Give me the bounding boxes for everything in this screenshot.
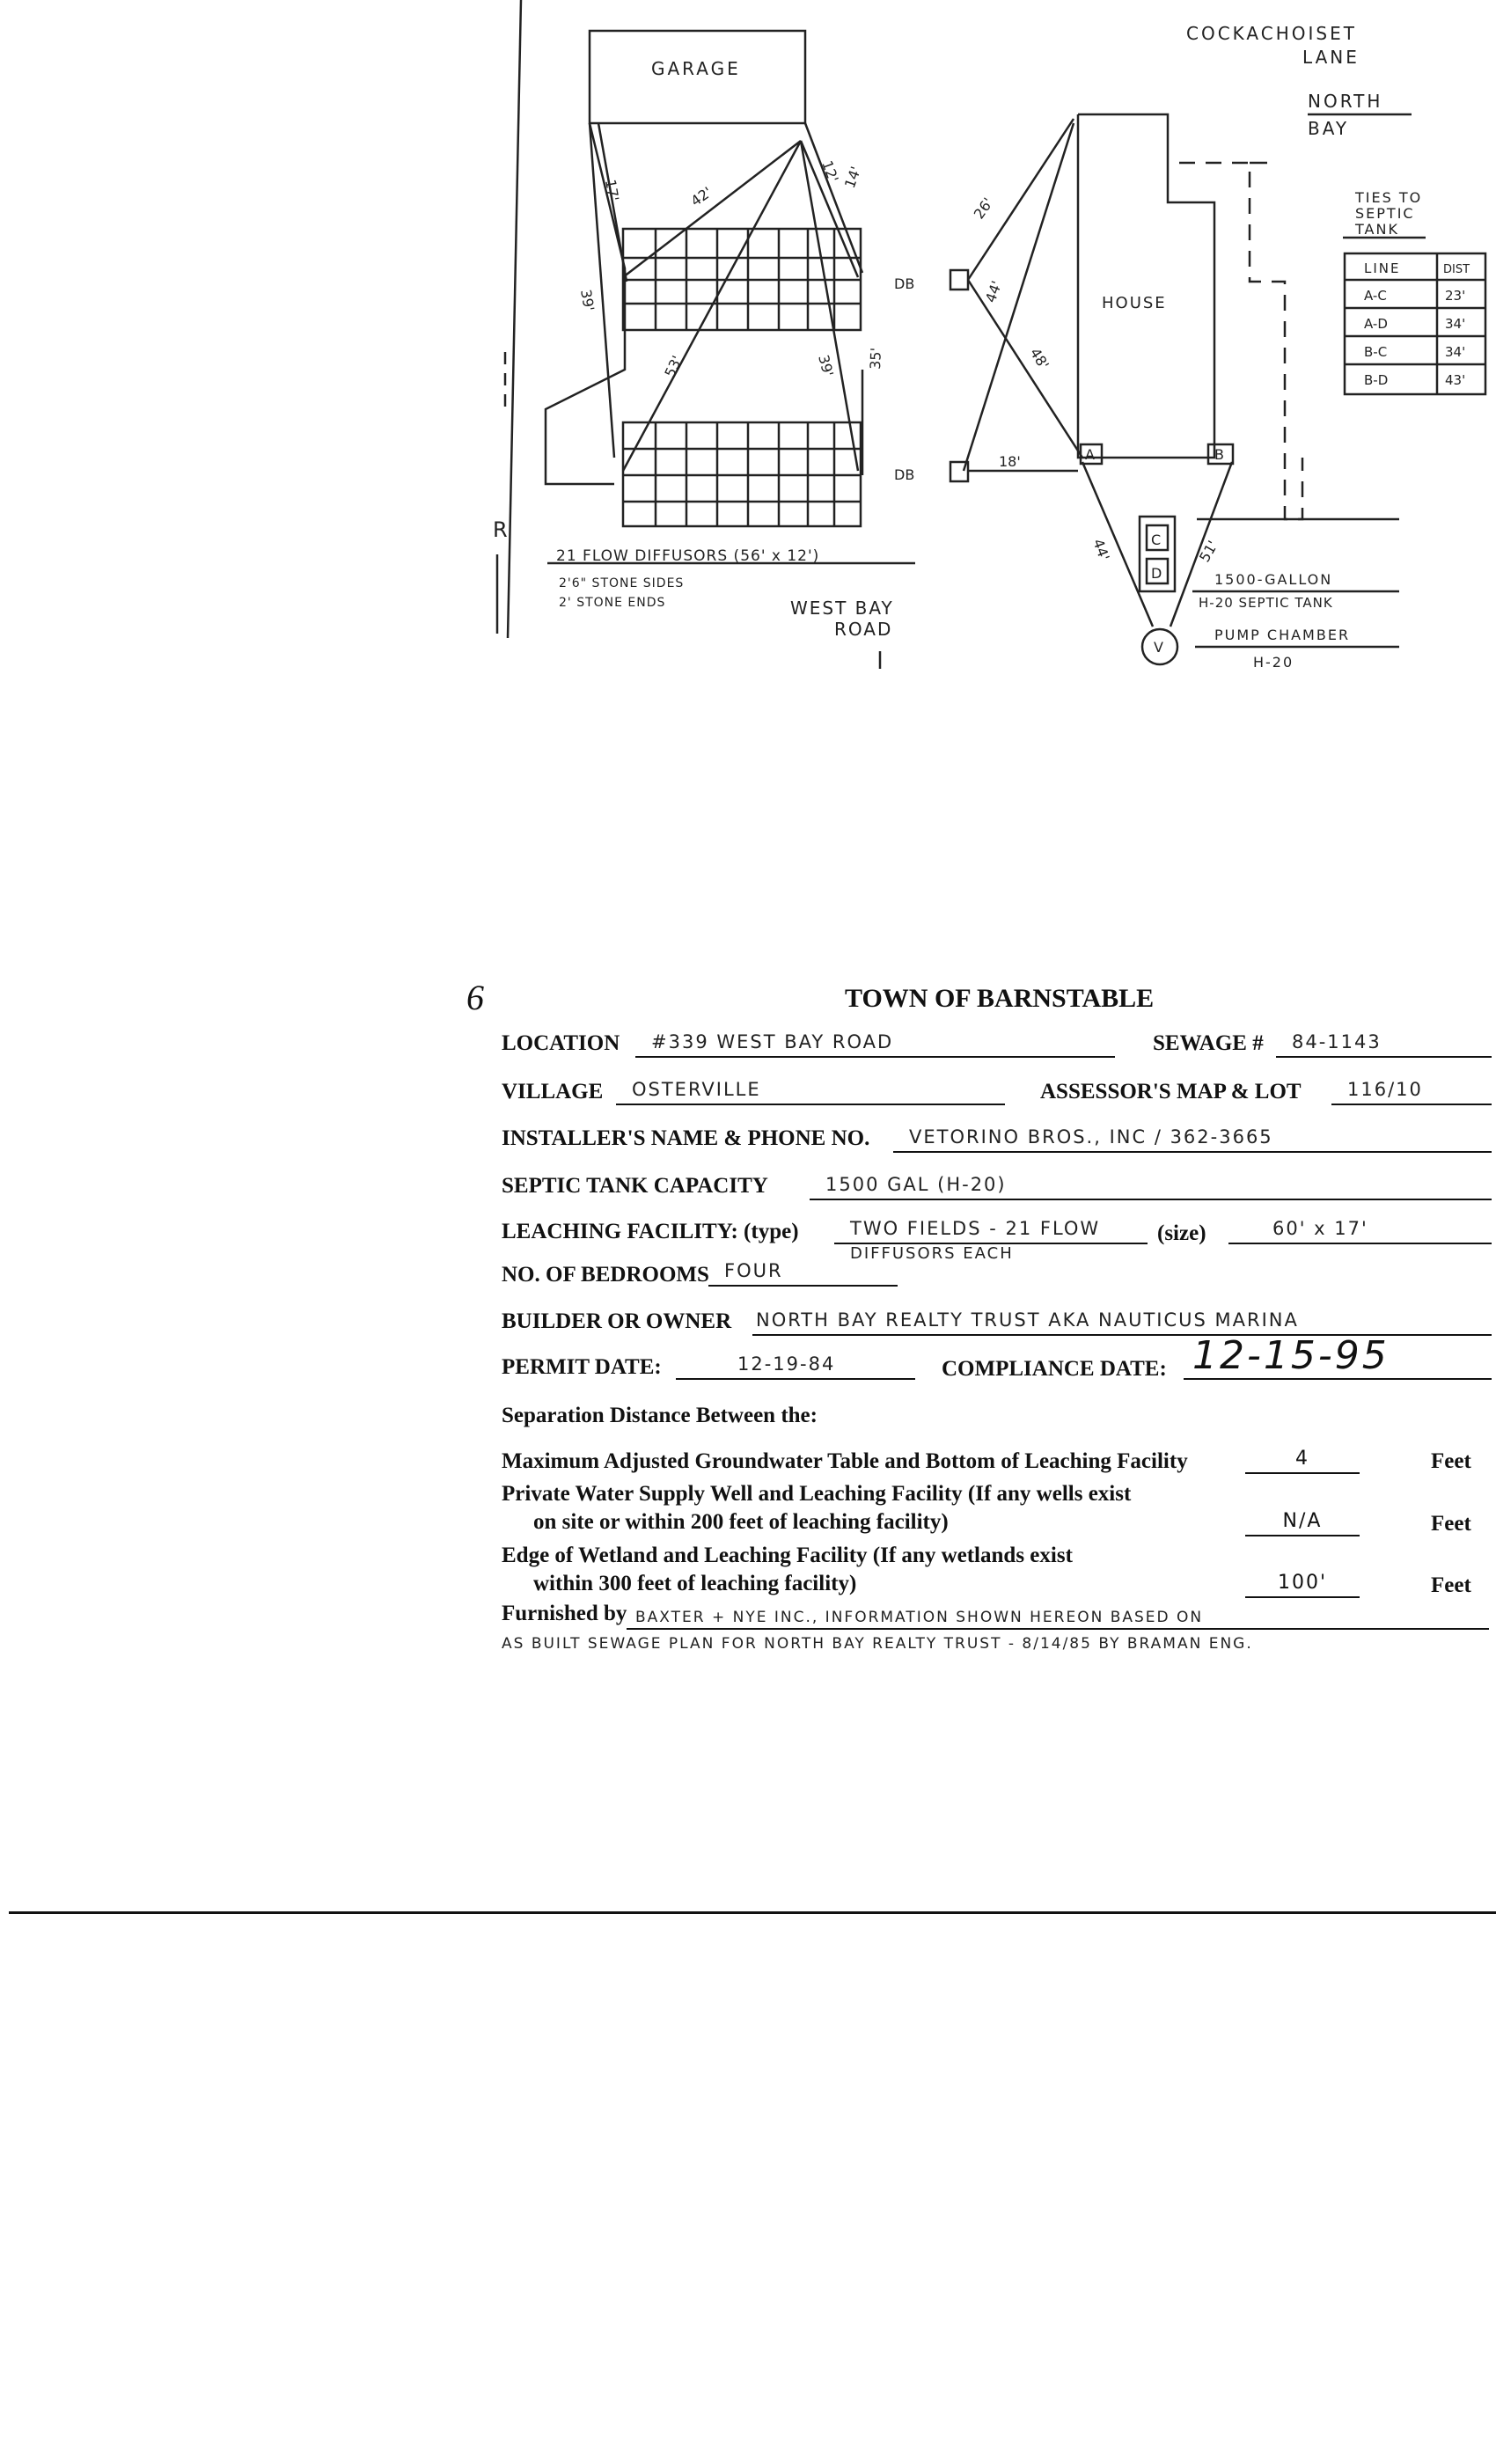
owner-field <box>752 1308 1492 1336</box>
ties-row-dist: 43' <box>1445 372 1466 388</box>
dim-label: 35' <box>867 347 884 370</box>
tank-label: SEPTIC TANK CAPACITY <box>502 1174 768 1198</box>
village-field <box>616 1077 1005 1105</box>
map-value: 116/10 <box>1347 1079 1423 1100</box>
size-label: (size) <box>1157 1221 1206 1245</box>
permit-field <box>676 1352 915 1380</box>
dim-label: 14' <box>840 164 865 191</box>
tank-note-line2: H-20 SEPTIC TANK <box>1199 595 1333 611</box>
installer-label: INSTALLER'S NAME & PHONE NO. <box>502 1126 870 1150</box>
dim-label: 44' <box>981 278 1006 305</box>
groundwater-value: 4 <box>1295 1448 1309 1470</box>
flow-note-line1: 21 FLOW DIFFUSORS (56' x 12') <box>556 547 820 565</box>
leaching-type-value: TWO FIELDS - 21 FLOW <box>850 1218 1101 1239</box>
leaching-field-lower <box>623 422 861 526</box>
leaching-type-value-2: DIFFUSORS EACH <box>850 1244 1014 1263</box>
wetland-value: 100' <box>1277 1572 1328 1594</box>
furnished-field <box>627 1603 1489 1630</box>
size-field <box>1228 1216 1492 1244</box>
ties-header-line: LINE <box>1364 260 1401 276</box>
house-deck-outline <box>1179 163 1302 519</box>
size-value: 60' x 17' <box>1272 1218 1368 1239</box>
wetland-label: Edge of Wetland and Leaching Facility (If any wetlands exist within 300 feet of leaching facility) <box>502 1544 1073 1595</box>
ties-row-line: B-C <box>1364 344 1388 360</box>
leaching-label: LEACHING FACILITY: (type) <box>502 1220 799 1243</box>
feet-label: Feet <box>1431 1449 1471 1473</box>
house-label: HOUSE <box>1102 294 1167 312</box>
map-label: ASSESSOR'S MAP & LOT <box>1040 1080 1302 1104</box>
well-value: N/A <box>1282 1510 1323 1532</box>
form-title: TOWN OF BARNSTABLE <box>845 984 1155 1013</box>
ties-title-3: TANK <box>1355 221 1399 238</box>
dim-label: 48' <box>1026 345 1052 373</box>
dim-label: 39' <box>815 353 837 378</box>
corner-mark: 6 <box>466 978 484 1017</box>
installer-value: VETORINO BROS., INC / 362-3665 <box>909 1126 1273 1148</box>
dim-label: 53' <box>661 353 686 380</box>
compliance-field <box>1184 1333 1492 1380</box>
village-label: VILLAGE <box>502 1080 604 1104</box>
dim-label: 39' <box>577 288 598 313</box>
ties-row-line: B-D <box>1364 372 1389 388</box>
dim-label: 26' <box>970 194 997 223</box>
tank-field <box>810 1172 1492 1200</box>
bedrooms-value: FOUR <box>724 1260 783 1281</box>
dim-label: 44' <box>1089 536 1113 563</box>
corner-a-label: A <box>1085 446 1095 463</box>
compliance-value: 12-15-95 <box>1192 1333 1390 1378</box>
tank-value: 1500 GAL (H-20) <box>825 1174 1007 1195</box>
pump-v-label: V <box>1154 639 1163 656</box>
leaching-type-field <box>834 1216 1148 1244</box>
separation-title: Separation Distance Between the: <box>502 1404 818 1427</box>
ties-header-dist: DIST <box>1443 263 1470 276</box>
db-lower-label: DB <box>894 466 915 483</box>
bedrooms-label: NO. OF BEDROOMS <box>502 1263 709 1287</box>
map-field <box>1331 1077 1492 1105</box>
feet-label: Feet <box>1431 1573 1471 1597</box>
location-label: LOCATION <box>502 1031 620 1055</box>
property-line <box>508 0 521 638</box>
ties-title-1: TIES TO <box>1355 189 1423 206</box>
feet-label: Feet <box>1431 1512 1471 1536</box>
furnished-value-2: AS BUILT SEWAGE PLAN FOR NORTH BAY REALTY TRUST - 8/14/85 BY BRAMAN ENG. <box>502 1635 1253 1653</box>
page-divider <box>9 1911 1496 1914</box>
furnished-label: Furnished by <box>502 1602 627 1625</box>
house-outline <box>1078 114 1214 458</box>
owner-label: BUILDER OR OWNER <box>502 1309 732 1333</box>
well-field <box>1245 1510 1360 1536</box>
dim-label: 17' <box>602 178 623 203</box>
groundwater-field <box>1245 1448 1360 1474</box>
db-upper-label: DB <box>894 275 915 292</box>
tank-d-label: D <box>1151 565 1162 582</box>
ties-row-dist: 23' <box>1445 288 1466 304</box>
street-lane: LANE <box>1302 47 1360 68</box>
sewage-value: 84-1143 <box>1292 1031 1382 1052</box>
wetland-field <box>1245 1572 1360 1598</box>
ties-title-2: SEPTIC <box>1355 205 1415 222</box>
leaching-field-upper <box>623 229 861 330</box>
furnished-value: BAXTER + NYE INC., INFORMATION SHOWN HEREON BASED ON <box>635 1609 1204 1626</box>
dim-label: 51' <box>1196 538 1221 565</box>
road-label-line2: ROAD <box>834 619 893 640</box>
dim-label: 12' <box>818 158 842 185</box>
ties-row-line: A-C <box>1364 288 1387 304</box>
distribution-box-upper <box>950 270 968 290</box>
sewage-field <box>1276 1030 1492 1058</box>
garage-label: GARAGE <box>651 58 741 79</box>
permit-label: PERMIT DATE: <box>502 1355 662 1379</box>
installer-field <box>893 1125 1492 1153</box>
village-value: OSTERVILLE <box>632 1079 761 1100</box>
location-field <box>635 1030 1115 1058</box>
compliance-label: COMPLIANCE DATE: <box>942 1357 1167 1381</box>
septic-site-sketch <box>0 0 1496 880</box>
tank-note-line1: 1500-GALLON <box>1214 571 1333 588</box>
ties-row-dist: 34' <box>1445 316 1466 332</box>
owner-value: NORTH BAY REALTY TRUST AKA NAUTICUS MARINA <box>756 1309 1299 1331</box>
location-value: #339 WEST BAY ROAD <box>651 1031 894 1052</box>
ties-row-line: A-D <box>1364 316 1388 332</box>
street-bay: BAY <box>1308 118 1350 139</box>
pump-note-line1: PUMP CHAMBER <box>1214 627 1351 643</box>
sewage-label: SEWAGE # <box>1153 1031 1264 1055</box>
pump-note-line2: H-20 <box>1253 654 1294 671</box>
groundwater-label: Maximum Adjusted Groundwater Table and Bottom of Leaching Facility <box>502 1449 1188 1473</box>
dim-label: 18' <box>999 453 1021 470</box>
bedrooms-field <box>708 1258 898 1287</box>
permit-value: 12-19-84 <box>737 1353 836 1375</box>
street-cockachoiset: COCKACHOISET <box>1186 23 1357 44</box>
corner-b-label: B <box>1214 446 1224 463</box>
tank-c-label: C <box>1151 532 1162 548</box>
road-marker: R <box>493 517 508 542</box>
flow-note-line3: 2' STONE ENDS <box>559 596 666 610</box>
well-label: Private Water Supply Well and Leaching Facility (If any wells exist on site or within 200 feet of leaching facility) <box>502 1482 1132 1534</box>
dim-label: 42' <box>687 183 715 210</box>
road-label-line1: WEST BAY <box>790 598 894 619</box>
flow-note-line2: 2'6" STONE SIDES <box>559 576 685 590</box>
street-north: NORTH <box>1308 91 1383 112</box>
ties-row-dist: 34' <box>1445 344 1466 360</box>
